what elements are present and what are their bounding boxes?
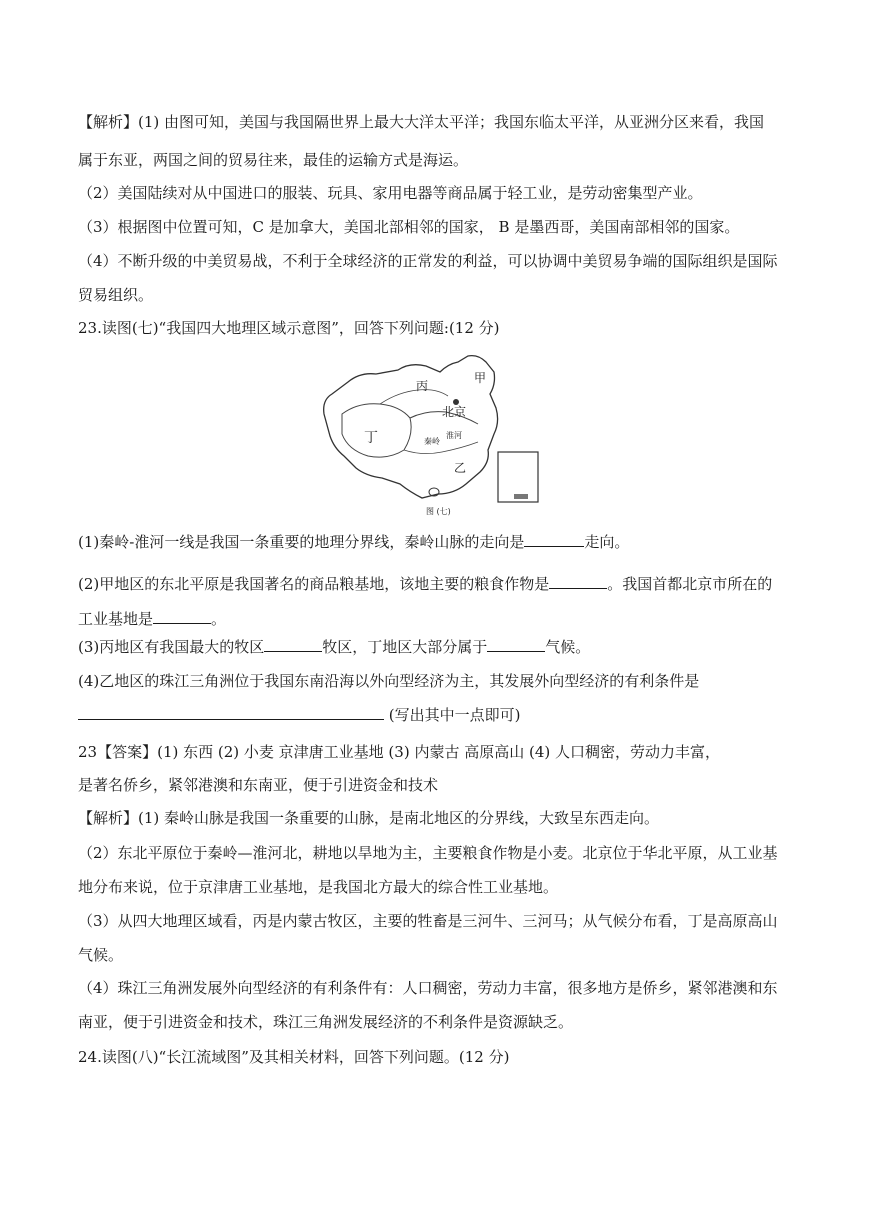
analysis-23-item-3-cont: 气候。 [78, 946, 124, 964]
q23-2-text-2: 工业基地是 [78, 610, 154, 628]
analysis-22-line-2: 属于东亚，两国之间的贸易往来，最佳的运输方式是海运。 [78, 151, 469, 169]
question-23-part-2-cont [78, 604, 790, 634]
q23-3-mid: 牧区，丁地区大部分属于 [322, 638, 488, 656]
q23-4-blank [78, 718, 384, 720]
label-jia: 甲 [474, 371, 487, 385]
answer-23-line-2: 是著名侨乡，紧邻港澳和东南亚，便于引进资金和技术 [78, 776, 439, 794]
analysis-22-item-2: （2）美国陆续对从中国进口的服装、玩具、家用电器等商品属于轻工业，是劳动密集型产业。 [78, 184, 703, 202]
analysis-23-item-3: （3）从四大地理区域看，丙是内蒙古牧区，主要的牲畜是三河牛、三河马；从气候分布看，丁是高原高山 [78, 912, 778, 930]
q23-3-text: (3)丙地区有我国最大的牧区 [78, 638, 265, 656]
analysis-22-item-3: （3）根据图中位置可知，C 是加拿大，美国北部相邻的国家， B 是墨西哥，美国南部相邻的国家。 [78, 218, 740, 236]
question-23-part-3 [78, 632, 790, 662]
question-23-part-1 [78, 527, 790, 557]
china-outline [324, 356, 498, 498]
label-beijing: 北京 [442, 405, 467, 419]
analysis-23-item-4: （4）珠江三角洲发展外向型经济的有利条件有：人口稠密，劳动力丰富，很多地方是侨乡，紧邻港澳和东 [78, 979, 778, 997]
q23-1-tail: 走向。 [584, 533, 630, 551]
q23-1-text: (1)秦岭-淮河一线是我国一条重要的地理分界线，秦岭山脉的走向是 [78, 533, 525, 551]
q23-2-blank-2 [153, 622, 211, 624]
map-figure [318, 352, 548, 518]
q23-2-tail: 。我国首都北京市所在的 [607, 575, 773, 593]
analysis-22-item-4-cont: 贸易组织。 [78, 286, 154, 304]
label-qinling: 秦岭 [424, 437, 440, 446]
label-huaihe: 淮河 [446, 431, 462, 440]
q23-2-end: 。 [211, 610, 227, 628]
china-regions-map [318, 352, 548, 518]
analysis-22-item-4: （4）不断升级的中美贸易战，不利于全球经济的正常发的利益，可以协调中美贸易争端的国际组织是国际 [78, 252, 778, 270]
analysis-23-item-4-cont: 南亚，便于引进资金和技术，珠江三角洲发展经济的不利条件是资源缺乏。 [78, 1013, 574, 1031]
yangtze-river [404, 442, 478, 454]
q23-4-note: (写出其中一点即可) [388, 706, 521, 724]
label-bing: 丙 [416, 379, 429, 393]
analysis-23-item-2-cont: 地分布来说，位于京津唐工业基地，是我国北方最大的综合性工业基地。 [78, 878, 559, 896]
map-caption: 图 (七) [426, 507, 451, 516]
question-23-part-4: (4)乙地区的珠江三角洲位于我国东南沿海以外向型经济为主，其发展外向型经济的有利条件是 [78, 672, 700, 690]
q23-1-blank [524, 545, 584, 547]
q23-2-text: (2)甲地区的东北平原是我国著名的商品粮基地，该地主要的粮食作物是 [78, 575, 550, 593]
analysis-23-item-1: 【解析】(1) 秦岭山脉是我国一条重要的山脉，是南北地区的分界线，大致呈东西走向。 [78, 809, 660, 827]
analysis-22-line-1: 【解析】(1) 由图可知，美国与我国隔世界上最大大洋太平洋；我国东临太平洋，从亚洲分区来看，我国 [78, 113, 765, 131]
answer-23-line-1: 23【答案】(1) 东西 (2) 小麦 京津唐工业基地 (3) 内蒙古 高原高山 (4) 人口稠密，劳动力丰富， [78, 743, 720, 761]
question-23-part-2 [78, 569, 790, 599]
q23-2-blank-1 [549, 587, 607, 589]
inset-scale [514, 494, 528, 499]
question-23-title: 23.读图(七)“我国四大地理区域示意图”，回答下列问题:(12 分) [78, 319, 500, 337]
label-ding: 丁 [364, 430, 378, 446]
analysis-23-item-2: （2）东北平原位于秦岭—淮河北，耕地以旱地为主，主要粮食作物是小麦。北京位于华北平原，从工业基 [78, 844, 778, 862]
q23-3-blank-2 [487, 650, 545, 652]
question-24-title: 24.读图(八)“长江流域图”及其相关材料，回答下列问题。(12 分) [78, 1048, 510, 1066]
region-bing-boundary [380, 390, 448, 404]
question-23-part-4-cont [78, 700, 790, 730]
label-yi: 乙 [454, 461, 467, 475]
q23-3-tail: 气候。 [545, 638, 591, 656]
q23-3-blank-1 [264, 650, 322, 652]
